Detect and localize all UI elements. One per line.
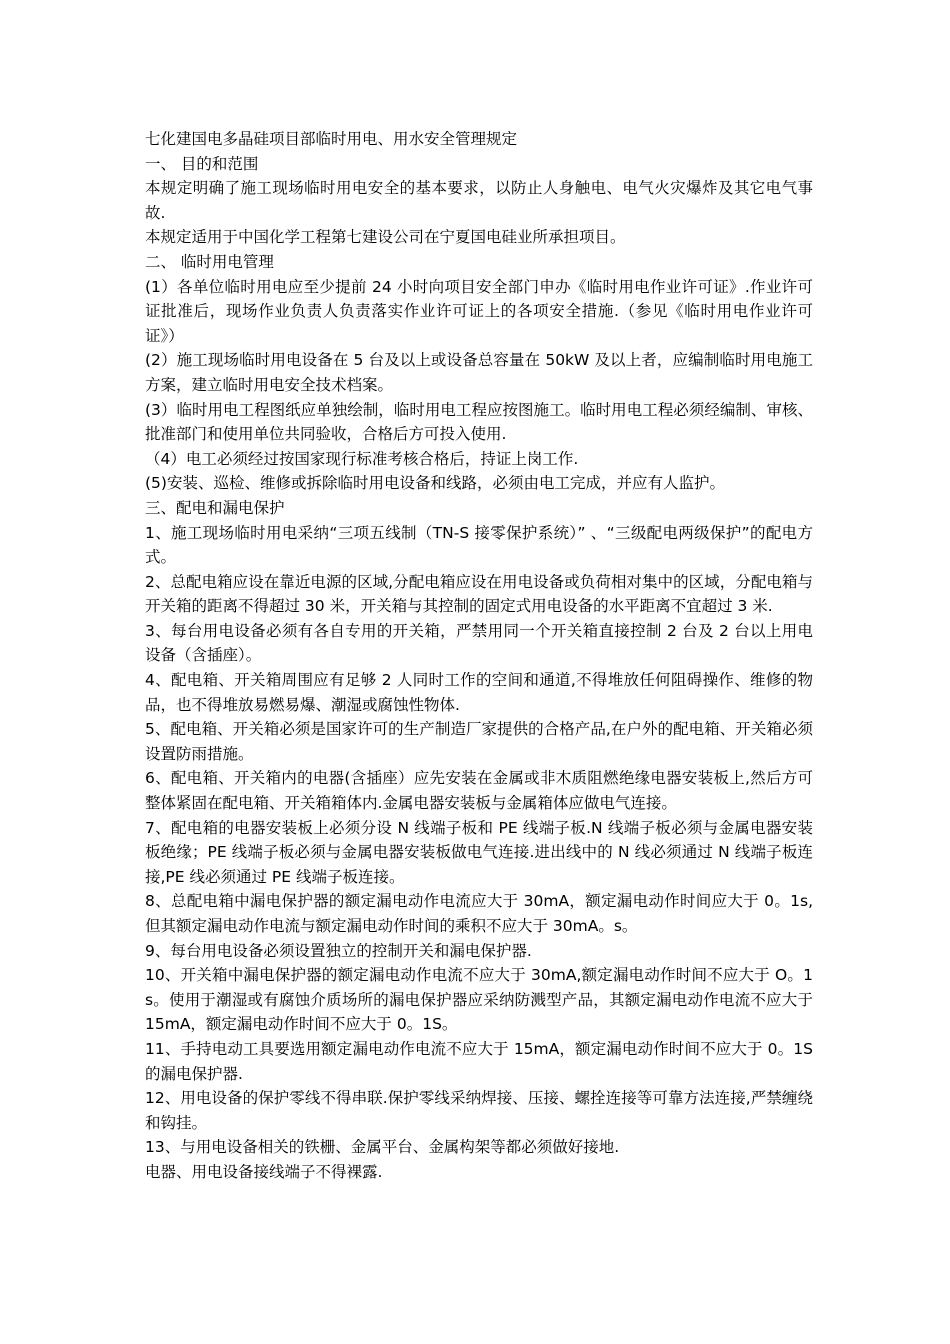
document-body	[145, 127, 813, 1185]
section-heading-1: 一、 目的和范围	[145, 154, 259, 173]
paragraph: 10、开关箱中漏电保护器的额定漏电动作电流不应大于 30mA,额定漏电动作时间不应大于 O。1s。使用于潮湿或有腐蚀介质场所的漏电保护器应采纳防溅型产品，其额定漏电动作电流不应大于 15mA，额定漏电动作时间不应大于 0。1S。	[145, 966, 813, 1034]
paragraph: (1）各单位临时用电应至少提前 24 小时向项目安全部门申办《临时用电作业许可证》.作业许可证批准后，现场作业负责人负责落实作业许可证上的各项安全措施.（参见《临时用电作业许可证》）	[145, 277, 813, 345]
paragraph: 3、每台用电设备必须有各自专用的开关箱，严禁用同一个开关箱直接控制 2 台及 2 台以上用电设备（含插座）。	[145, 621, 813, 665]
paragraph: (2）施工现场临时用电设备在 5 台及以上或设备总容量在 50kW 及以上者，应编制临时用电施工方案，建立临时用电安全技术档案。	[145, 351, 813, 394]
paragraph: 电器、用电设备接线端子不得裸露.	[145, 1162, 383, 1181]
paragraph: 8、总配电箱中漏电保护器的额定漏电动作电流应大于 30mA，额定漏电动作时间应大于 0。1s,但其额定漏电动作电流与额定漏电动作时间的乘积不应大于 30mA。s。	[145, 892, 813, 935]
paragraph: 1、施工现场临时用电采纳“三项五线制（TN-S 接零保护系统）” 、“三级配电两级保护”的配电方式。	[145, 523, 813, 567]
paragraph: 本规定明确了施工现场临时用电安全的基本要求，以防止人身触电、电气火灾爆炸及其它电气事故.	[145, 179, 813, 222]
paragraph: 13、与用电设备相关的铁栅、金属平台、金属构架等都必须做好接地.	[145, 1138, 620, 1157]
paragraph: (3）临时用电工程图纸应单独绘制，临时用电工程应按图施工。临时用电工程必须经编制、审核、批准部门和使用单位共同验收，合格后方可投入使用.	[145, 400, 813, 444]
document-title: 七化建国电多晶硅项目部临时用电、用水安全管理规定	[145, 130, 518, 148]
paragraph: (5)安装、巡检、维修或拆除临时用电设备和线路，必须由电工完成，并应有人监护。	[145, 474, 725, 493]
paragraph: 11、手持电动工具要选用额定漏电动作电流不应大于 15mA，额定漏电动作时间不应大于 0。1S 的漏电保护器.	[145, 1039, 813, 1083]
section-heading-3: 三、配电和漏电保护	[145, 498, 285, 517]
section-heading-2: 二、 临时用电管理	[145, 252, 274, 271]
paragraph: 本规定适用于中国化学工程第七建设公司在宁夏国电硅业所承担项目。	[145, 228, 626, 247]
paragraph: 12、用电设备的保护零线不得串联.保护零线采纳焊接、压接、螺拴连接等可靠方法连接,严禁缠绕和钩挂。	[145, 1089, 813, 1132]
paragraph: （4）电工必须经过按国家现行标准考核合格后，持证上岗工作.	[145, 449, 579, 468]
paragraph: 7、配电箱的电器安装板上必须分设 N 线端子板和 PE 线端子板.N 线端子板必须与金属电器安装板绝缘；PE 线端子板必须与金属电器安装板做电气连接.进出线中的 N 线必须通过 N 线端子板连接,PE 线必须通过 PE 线端子板连接。	[145, 818, 813, 886]
paragraph: 4、配电箱、开关箱周围应有足够 2 人同时工作的空间和通道,不得堆放任何阻碍操作、维修的物品，也不得堆放易燃易爆、潮湿或腐蚀性物体.	[145, 671, 813, 714]
paragraph: 9、每台用电设备必须设置独立的控制开关和漏电保护器.	[145, 941, 532, 960]
paragraph: 2、总配电箱应设在靠近电源的区域,分配电箱应设在用电设备或负荷相对集中的区域，分配电箱与开关箱的距离不得超过 30 米，开关箱与其控制的固定式用电设备的水平距离不宜超过 3 米.	[145, 572, 813, 616]
paragraph: 6、配电箱、开关箱内的电器(含插座）应先安装在金属或非木质阻燃绝缘电器安装板上,然后方可整体紧固在配电箱、开关箱箱体内.金属电器安装板与金属箱体应做电气连接。	[145, 769, 813, 813]
paragraph: 5、配电箱、开关箱必须是国家许可的生产制造厂家提供的合格产品,在户外的配电箱、开关箱必须设置防雨措施。	[145, 720, 813, 763]
